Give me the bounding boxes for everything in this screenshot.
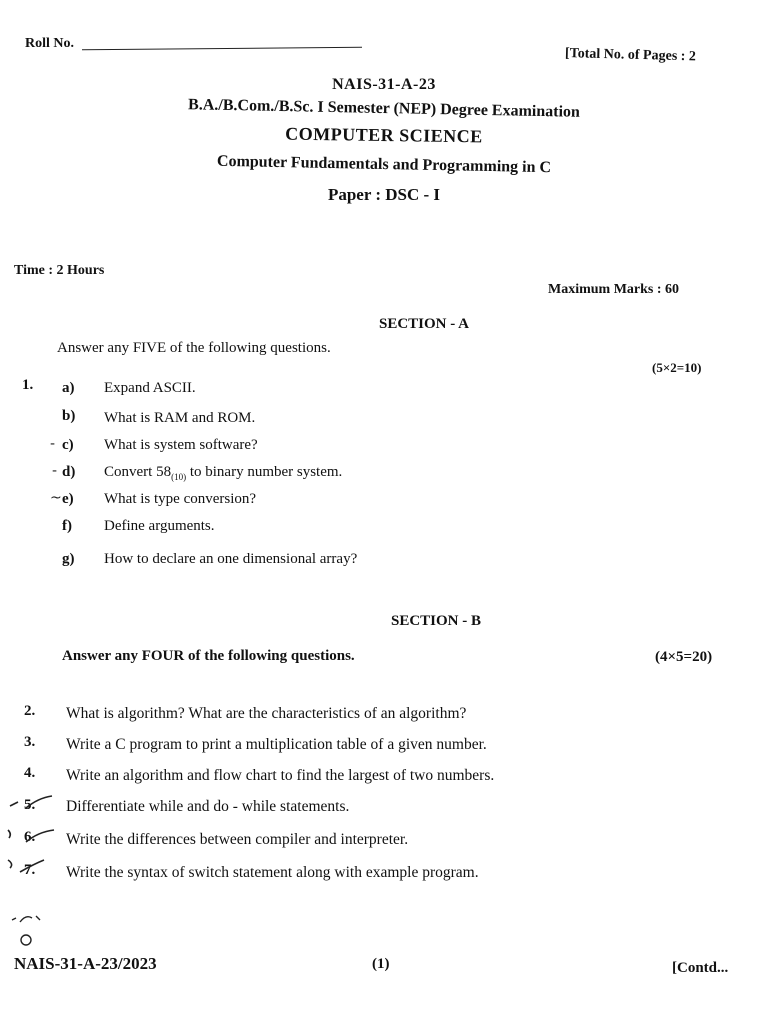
sub-question-letter: d) xyxy=(62,464,76,480)
exam-title: B.A./B.Com./B.Sc. I Semester (NEP) Degree Examination xyxy=(187,96,581,121)
sub-question-text: How to declare an one dimensional array? xyxy=(104,551,358,567)
sub-question-letter: a) xyxy=(62,380,75,396)
question-number: 4. xyxy=(24,765,36,781)
pen-mark-icon: - xyxy=(52,463,58,479)
convert-number: Convert 58 xyxy=(104,464,172,480)
base-subscript: (10) xyxy=(171,472,187,482)
section-b-marks-allocation: (4×5=20) xyxy=(655,649,713,665)
course-title: Computer Fundamentals and Programming in C xyxy=(216,152,552,177)
sub-question-text: What is RAM and ROM. xyxy=(104,410,256,426)
question-number: 5. xyxy=(24,797,36,813)
section-b-title: SECTION - B xyxy=(390,613,482,629)
question-number: 7. xyxy=(24,862,36,878)
question-number: 2. xyxy=(24,703,36,719)
paper-name: Paper : DSC - I xyxy=(327,185,441,204)
paper-code: NAIS-31-A-23 xyxy=(332,76,436,93)
question-text: Write a C program to print a multiplication table of a given number. xyxy=(66,736,487,753)
question-text: Differentiate while and do - while statements. xyxy=(66,798,350,815)
section-a-title: SECTION - A xyxy=(378,316,470,332)
sub-question-text: Expand ASCII. xyxy=(104,380,196,396)
subject-title: COMPUTER SCIENCE xyxy=(285,123,483,147)
convert-tail: to binary number system. xyxy=(189,464,343,480)
sub-question-letter: e) xyxy=(62,491,74,507)
question-text: Write the syntax of switch statement along with example program. xyxy=(66,864,479,881)
section-a-instruction: Answer any FIVE of the following questions. xyxy=(57,340,331,356)
question-text: What is algorithm? What are the characteristics of an algorithm? xyxy=(66,705,467,722)
roll-no-blank-line xyxy=(82,47,362,50)
sub-question-letter: c) xyxy=(62,437,74,453)
footer-paper-code: NAIS-31-A-23/2023 xyxy=(14,954,157,973)
sub-question-letter: f) xyxy=(62,518,72,534)
question-number: 6. xyxy=(24,829,36,845)
sub-question-text: What is system software? xyxy=(104,437,258,453)
tick-mark-icon xyxy=(4,856,60,880)
pen-mark-icon: ~ xyxy=(50,490,62,506)
section-a-marks-allocation: (5×2=10) xyxy=(652,360,702,375)
pen-mark-icon: - xyxy=(50,436,56,452)
time-allowed: Time : 2 Hours xyxy=(14,263,105,278)
total-pages: [Total No. of Pages : 2 xyxy=(564,46,697,65)
tick-mark-icon xyxy=(4,792,60,816)
sub-question-letter: g) xyxy=(62,551,75,567)
scribble-icon xyxy=(8,912,48,952)
question-text: Write the differences between compiler and interpreter. xyxy=(66,831,409,848)
sub-question-text: Define arguments. xyxy=(104,518,215,534)
footer-continued: [Contd... xyxy=(672,960,729,976)
roll-no xyxy=(25,36,362,52)
roll-no-label: Roll No. xyxy=(25,36,74,51)
section-b-instruction: Answer any FOUR of the following questions. xyxy=(62,648,355,664)
sub-question-letter: b) xyxy=(62,408,76,424)
sub-question-text: What is type conversion? xyxy=(104,491,257,507)
sub-question-text-convert xyxy=(104,464,342,482)
footer-page-number: (1) xyxy=(372,956,390,972)
question-number: 1. xyxy=(22,377,34,393)
question-number: 3. xyxy=(24,734,36,750)
tick-mark-icon xyxy=(4,824,60,848)
question-text: Write an algorithm and flow chart to find the largest of two numbers. xyxy=(66,767,495,784)
maximum-marks: Maximum Marks : 60 xyxy=(548,282,680,297)
